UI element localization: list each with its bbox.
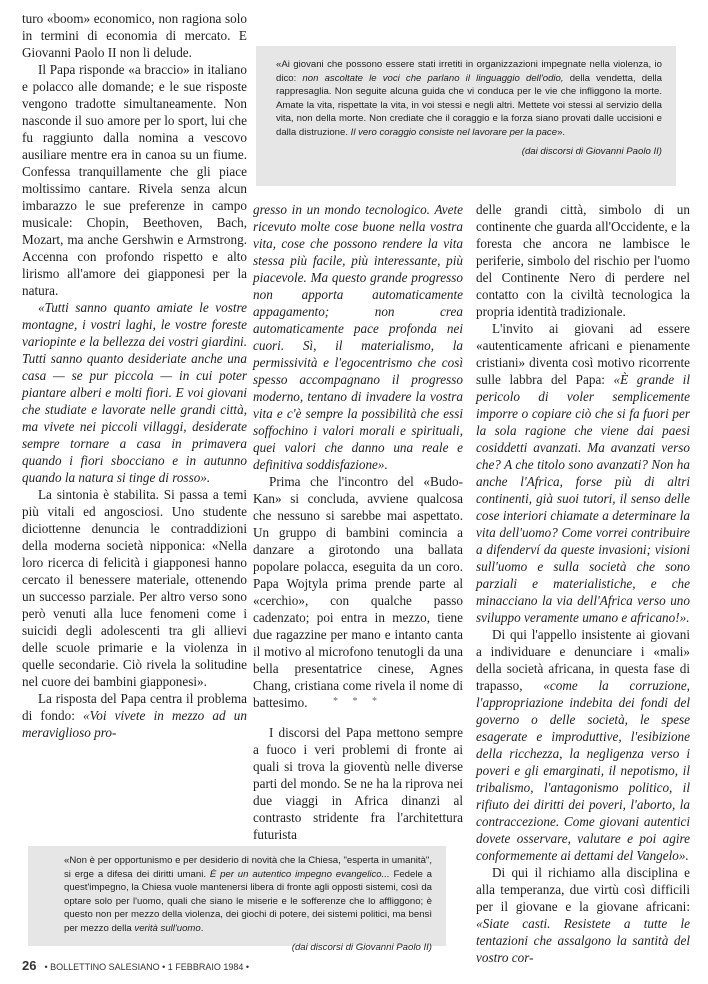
paragraph: turo «boom» economico, non ragiona solo in termini di economia di mercato. E Giovanni Paolo II non li delude. (22, 11, 247, 60)
quote-segment: della vendetta, della rappresaglia. Non seguite alcuna guida che vi conduca per le vie che infliggono la morte. Amate la vita, rispettate la vita, in voi stessi e negli altri. Mettete voi stessi al servizio della vita, non della morte. Non crediate che il coraggio e la forza siano provati dalle uccisioni e dalla distruzione. (276, 72, 663, 138)
paragraph (476, 320, 690, 626)
quote-text: «Voi vivete in mezzo ad un meraviglioso pro- (22, 708, 247, 740)
quote-paragraph: «Tutti sanno quanto amiate le vostre montagne, i vostri laghi, le vostre foreste variopinte e la bellezza dei vostri giardini. Tutti sanno quanto desideriate anche una casa — se pur piccola — in cui poter piantare alberi e molti fiori. E voi giovani che studiate e lavorate nelle grandi città, ma vivete nei piccoli villaggi, desiderate sempre tornare a casa in primavera quando i fiori sbocciano e in autunno quando la natura si tinge di rosso». (22, 300, 247, 485)
paragraph-text: La risposta del Papa centra il problema di fondo: (22, 691, 247, 723)
quote-segment: ». (557, 126, 566, 138)
quote-source: (dai discorsi di Giovanni Paolo II) (521, 145, 662, 157)
quote-italic-segment: È per un autentico impegno evangelico... (209, 868, 390, 880)
paragraph-text: Di qui il richiamo alla disciplina e alla temperanza, due virtù così difficili per il giovane e la giovane africani: (476, 865, 690, 914)
paragraph: La sintonia è stabilita. Si passa a temi più vitali ed angosciosi. Uno studente diciottenne denuncia le contraddizioni della moderna società nipponica: «Nella loro ricerca di felicità i giapponesi hanno cercato il benessere materiale, ottenendo un successo parziale. Per altro verso sono però venuti alla luce fenomeni come i suicidi degli adolescenti tra gli allievi delle scuole primarie e la violenza in quelle secondarie. Ciò rivela la solitudine nel cuore dei bambini giapponesi». (22, 487, 247, 689)
quote-box-top (256, 46, 676, 186)
quote-italic-segment: non ascoltate le voci che parlano il linguaggio dell'odio, (302, 72, 564, 84)
paragraph: delle grandi città, simbolo di un continente che guarda all'Occidente, e la foresta che ancora ne lambisce le periferie, simbolo del rischio per l'uomo del Continente Nero di perdere nel contatto con la civiltà tecnologica la propria identità tradizionale. (476, 202, 690, 319)
quote-text: «come la corruzione, l'appropriazione indebita dei fondi del governo o delle società, le spese esagerate e improduttive, l'esibizione della ricchezza, la negligenza verso i poveri e gli emarginati, il nepotismo, il tribalismo, l'antagonismo politico, il rifiuto dei diritti dei poveri, l'aborto, la contraccezione. Come giovani autentici dovete osservare, valutare e poi agire conformemente ai dettami del Vangelo». (476, 678, 690, 863)
quote-text: «È grande il pericolo di voler semplicemente imporre o copiare ciò che si fa fuori per la sola ragione che viene dai paesi cosiddetti avanzati. Ma avanzati verso che? A che titolo sono avanzati? Non ha anche l'Africa, forse più di altri continenti, già suoi tutori, il senso delle cose interiori chiamate a determinare la vita dell'uomo? Come vorrei contribuire a difenderví da queste invasioni; visioni sull'uomo e sulla società che sono parziali e materialistiche, e che minacciano la via dell'Africa verso uno sviluppo veramente umano e africano!». (476, 372, 690, 625)
publication-line: • BOLLETTINO SALESIANO • 1 FEBBRAIO 1984 • (44, 962, 249, 972)
paragraph: I discorsi del Papa mettono sempre a fuoco i veri problemi di fronte ai quali si trova la gioventù nelle diverse parti del mondo. Se ne ha la riprova nei due viaggi in Africa dinanzi al contrasto stridente fra l'architettura futurista (253, 725, 463, 842)
quote-box-text (276, 58, 662, 140)
section-separator: * * * (333, 696, 383, 707)
paragraph: Prima che l'incontro del «Budo-Kan» si concluda, avviene qualcosa che nessuno si sarebbe mai aspettato. Un gruppo di bambini comincia a danzare a girotondo una ballata popolare polacca, eseguita da un coro. Papa Wojtyla prima prende parte al «cerchio», con qualche passo cadenzato; poi entra in mezzo, tiene due ragazzine per mano e intanto canta il motivo al microfono tenutogli da una bella presentatrice cinese, Agnes Chang, cristiana come rivela il nome di battesimo. (253, 474, 463, 710)
page-number: 26 (22, 958, 37, 973)
paragraph (476, 864, 690, 966)
column-left (22, 10, 247, 741)
quote-segment: . (200, 922, 204, 934)
column-right (476, 201, 690, 966)
column-middle (253, 201, 463, 711)
page-footer (22, 958, 249, 973)
quote-italic-segment: verità sull'uomo (134, 922, 201, 934)
quote-source: (dai discorsi di Giovanni Paolo II) (291, 941, 432, 953)
paragraph (476, 626, 690, 864)
quote-text: «Siate casti. Resistete a tutte le tentazioni che assalgono la santità del vostro cor- (476, 916, 690, 965)
paragraph-text: L'invito ai giovani ad essere «autenticamente africani e pienamente cristiani» diventa così motivo ricorrente sulle labbra del Papa: (476, 321, 690, 387)
paragraph (22, 690, 247, 741)
quote-italic-segment: Il vero coraggio consiste nel lavorare per la pace (350, 126, 558, 138)
quote-segment: Fedele a quest'impegno, la Chiesa vuole mantenersi libera di fronte agli opposti sistemi, così da optare solo per l'uomo, quali che siano le miserie e le sofferenze che lo affliggono; è questo non per mezzo della violenza, dei giochi di potere, dei sistemi politici, ma bensì per mezzo della (64, 868, 432, 934)
column-middle-lower (253, 693, 463, 843)
quote-box-bottom (28, 846, 446, 953)
quote-paragraph: gresso in un mondo tecnologico. Avete ricevuto molte cose buone nella vostra vita, cose che possono rendere la vita stessa più facile, più interessante, più piacevole. Ma questo grande progresso non apporta automaticamente appagamento; non crea automaticamente pace profonda nei cuori. Sì, il materialismo, la permissività e l'egocentrismo che così spesso accompagnano il progresso moderno, tentano di invadere la vostra vita e c'è sempre la possibilità che essi soffochino i valori morali e spirituali, quei valori che danno una reale e definitiva soddisfazione». (253, 202, 463, 472)
quote-segment: «Non è per opportunismo e per desiderio di novità che la Chiesa, "esperta in umanità", si erge a difesa dei diritti umani. (64, 855, 432, 880)
paragraph-text: Di qui l'appello insistente ai giovani a individuare e denunciare i «mali» della società africana, in questa fase di trapasso, (476, 627, 690, 693)
quote-segment: «Ai giovani che possono essere stati irretiti in organizzazioni impegnate nella violenza, io dico: (276, 59, 662, 84)
quote-box-text (64, 854, 432, 936)
paragraph: Il Papa risponde «a braccio» in italiano e polacco alle domande; e le sue risposte vengono tradotte simultaneamente. Non nasconde il suo amore per lo sport, lui che fu raggiunto dalla nomina a vescovo ausiliare mentre era in canoa su un fiume. Confessa tranquillamente che gli piace moltissimo cantare. Rivela senza alcun imbarazzo le sue preferenze in campo musicale: Chopin, Beethoven, Bach, Mozart, ma anche Gershwin e Armstrong. Accenna con profondo rispetto e alto lirismo all'amore dei giapponesi per la natura. (22, 62, 247, 298)
